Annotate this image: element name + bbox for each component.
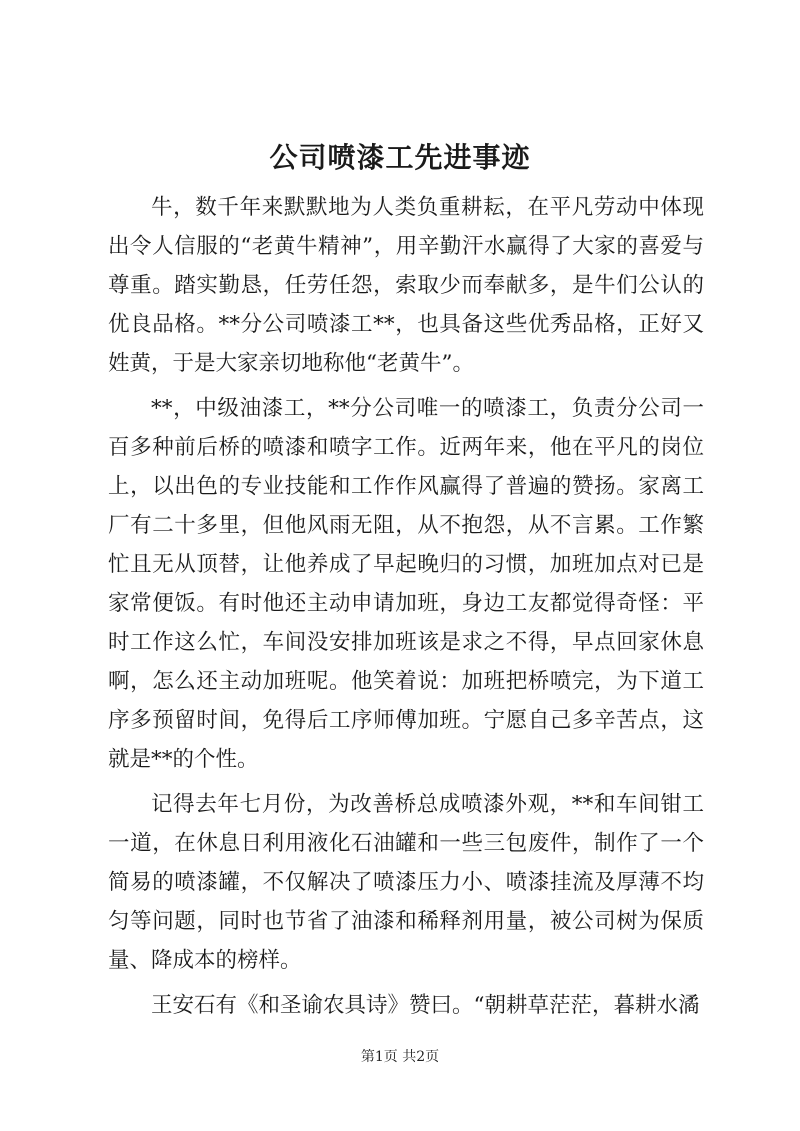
- paragraph-4: 王安石有《和圣谕农具诗》赞曰。“朝耕草茫茫，暮耕水潏: [151, 993, 700, 1018]
- document-body: [108, 188, 704, 1031]
- paragraph-3: 记得去年七月份，为改善桥总成喷漆外观，**和车间钳工一道，在休息日利用液化石油罐和一些三包废件，制作了一个简易的喷漆罐，不仅解决了喷漆压力小、喷漆挂流及厚薄不均匀等问题，同时也节省了油漆和稀释剂用量，被公司树为保质量、降成本的榜样。: [108, 792, 704, 973]
- document-title: 公司喷漆工先进事迹: [269, 141, 531, 174]
- paragraph-2: **，中级油漆工，**分公司唯一的喷漆工，负责分公司一百多种前后桥的喷漆和喷字工作。近两年来，他在平凡的岗位上，以出色的专业技能和工作作风赢得了普遍的赞扬。家离工厂有二十多里，但他风雨无阻，从不抱怨，从不言累。工作繁忙且无从顶替，让他养成了早起晚归的习惯，加班加点对已是家常便饭。有时他还主动申请加班，身边工友都觉得奇怪：平时工作这么忙，车间没安排加班该是求之不得，早点回家休息啊，怎么还主动加班呢。他笑着说：加班把桥喷完，为下道工序多预留时间，免得后工序师傅加班。宁愿自己多辛苦点，这就是**的个性。: [108, 396, 704, 772]
- page-number: 第1页 共2页: [360, 1049, 440, 1065]
- paragraph-1: 牛，数千年来默默地为人类负重耕耘，在平凡劳动中体现出令人信服的“老黄牛精神”，用辛勤汗水赢得了大家的喜爱与尊重。踏实勤恳，任劳任怨，索取少而奉献多，是牛们公认的优良品格。**分公司喷漆工**，也具备这些优秀品格，正好又姓黄，于是大家亲切地称他“老黄牛”。: [108, 195, 704, 376]
